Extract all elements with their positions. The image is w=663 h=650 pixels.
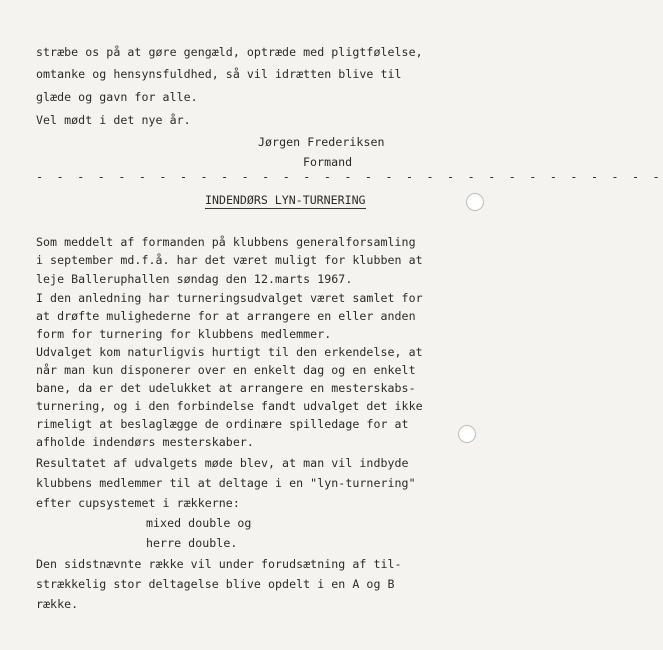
body-line: når man kun disponerer over en enkelt dag og en enkelt bbox=[36, 363, 416, 377]
intro-line: Vel mødt i det nye år. bbox=[36, 113, 191, 127]
punch-hole-icon bbox=[466, 193, 484, 211]
body-line: Som meddelt af formanden på klubbens generalforsamling bbox=[36, 235, 416, 249]
signature-title: Formand bbox=[303, 155, 353, 169]
body-line: I den anledning har turneringsudvalget været samlet for bbox=[36, 291, 423, 305]
body-line: afholde indendørs mesterskaber. bbox=[36, 435, 254, 449]
body-line: Udvalget kom naturligvis hurtigt til den erkendelse, at bbox=[36, 345, 423, 359]
signature-name: Jørgen Frederiksen bbox=[258, 135, 385, 149]
body-line: klubbens medlemmer til at deltage i en "lyn-turnering" bbox=[36, 476, 416, 490]
body-line: i september md.f.å. har det været muligt for klubben at bbox=[36, 253, 423, 267]
section-heading: INDENDØRS LYN-TURNERING bbox=[205, 193, 366, 207]
body-line: strækkelig stor deltagelse blive opdelt i en A og B bbox=[36, 577, 395, 591]
body-line: Resultatet af udvalgets møde blev, at man vil indbyde bbox=[36, 456, 409, 470]
body-line: række. bbox=[36, 597, 79, 611]
intro-line: glæde og gavn for alle. bbox=[36, 90, 198, 104]
body-line: efter cupsystemet i rækkerne: bbox=[36, 496, 240, 510]
body-line: rimeligt at beslaglægge de ordinære spilledage for at bbox=[36, 417, 409, 431]
body-line: Den sidstnævnte række vil under forudsætning af til- bbox=[36, 557, 402, 571]
body-line-indented: herre double. bbox=[146, 536, 238, 550]
punch-hole-icon bbox=[458, 425, 476, 443]
body-line: form for turnering for klubbens medlemmer. bbox=[36, 327, 332, 341]
body-line: bane, da er det udelukket at arrangere en mesterskabs- bbox=[36, 381, 416, 395]
body-line: at drøfte mulighederne for at arrangere en eller anden bbox=[36, 309, 416, 323]
body-line: turnering, og i den forbindelse fandt udvalget det ikke bbox=[36, 399, 423, 413]
body-line: leje Balleruphallen søndag den 12.marts 1967. bbox=[36, 272, 353, 286]
section-divider: - - - - - - - - - - - - - - - - - - - - - - - - - - - - - - - bbox=[36, 170, 663, 184]
intro-line: omtanke og hensynsfuldhed, så vil idrætten blive til bbox=[36, 67, 402, 81]
body-line-indented: mixed double og bbox=[146, 516, 252, 530]
intro-line: stræbe os på at gøre gengæld, optræde med pligtfølelse, bbox=[36, 45, 423, 59]
